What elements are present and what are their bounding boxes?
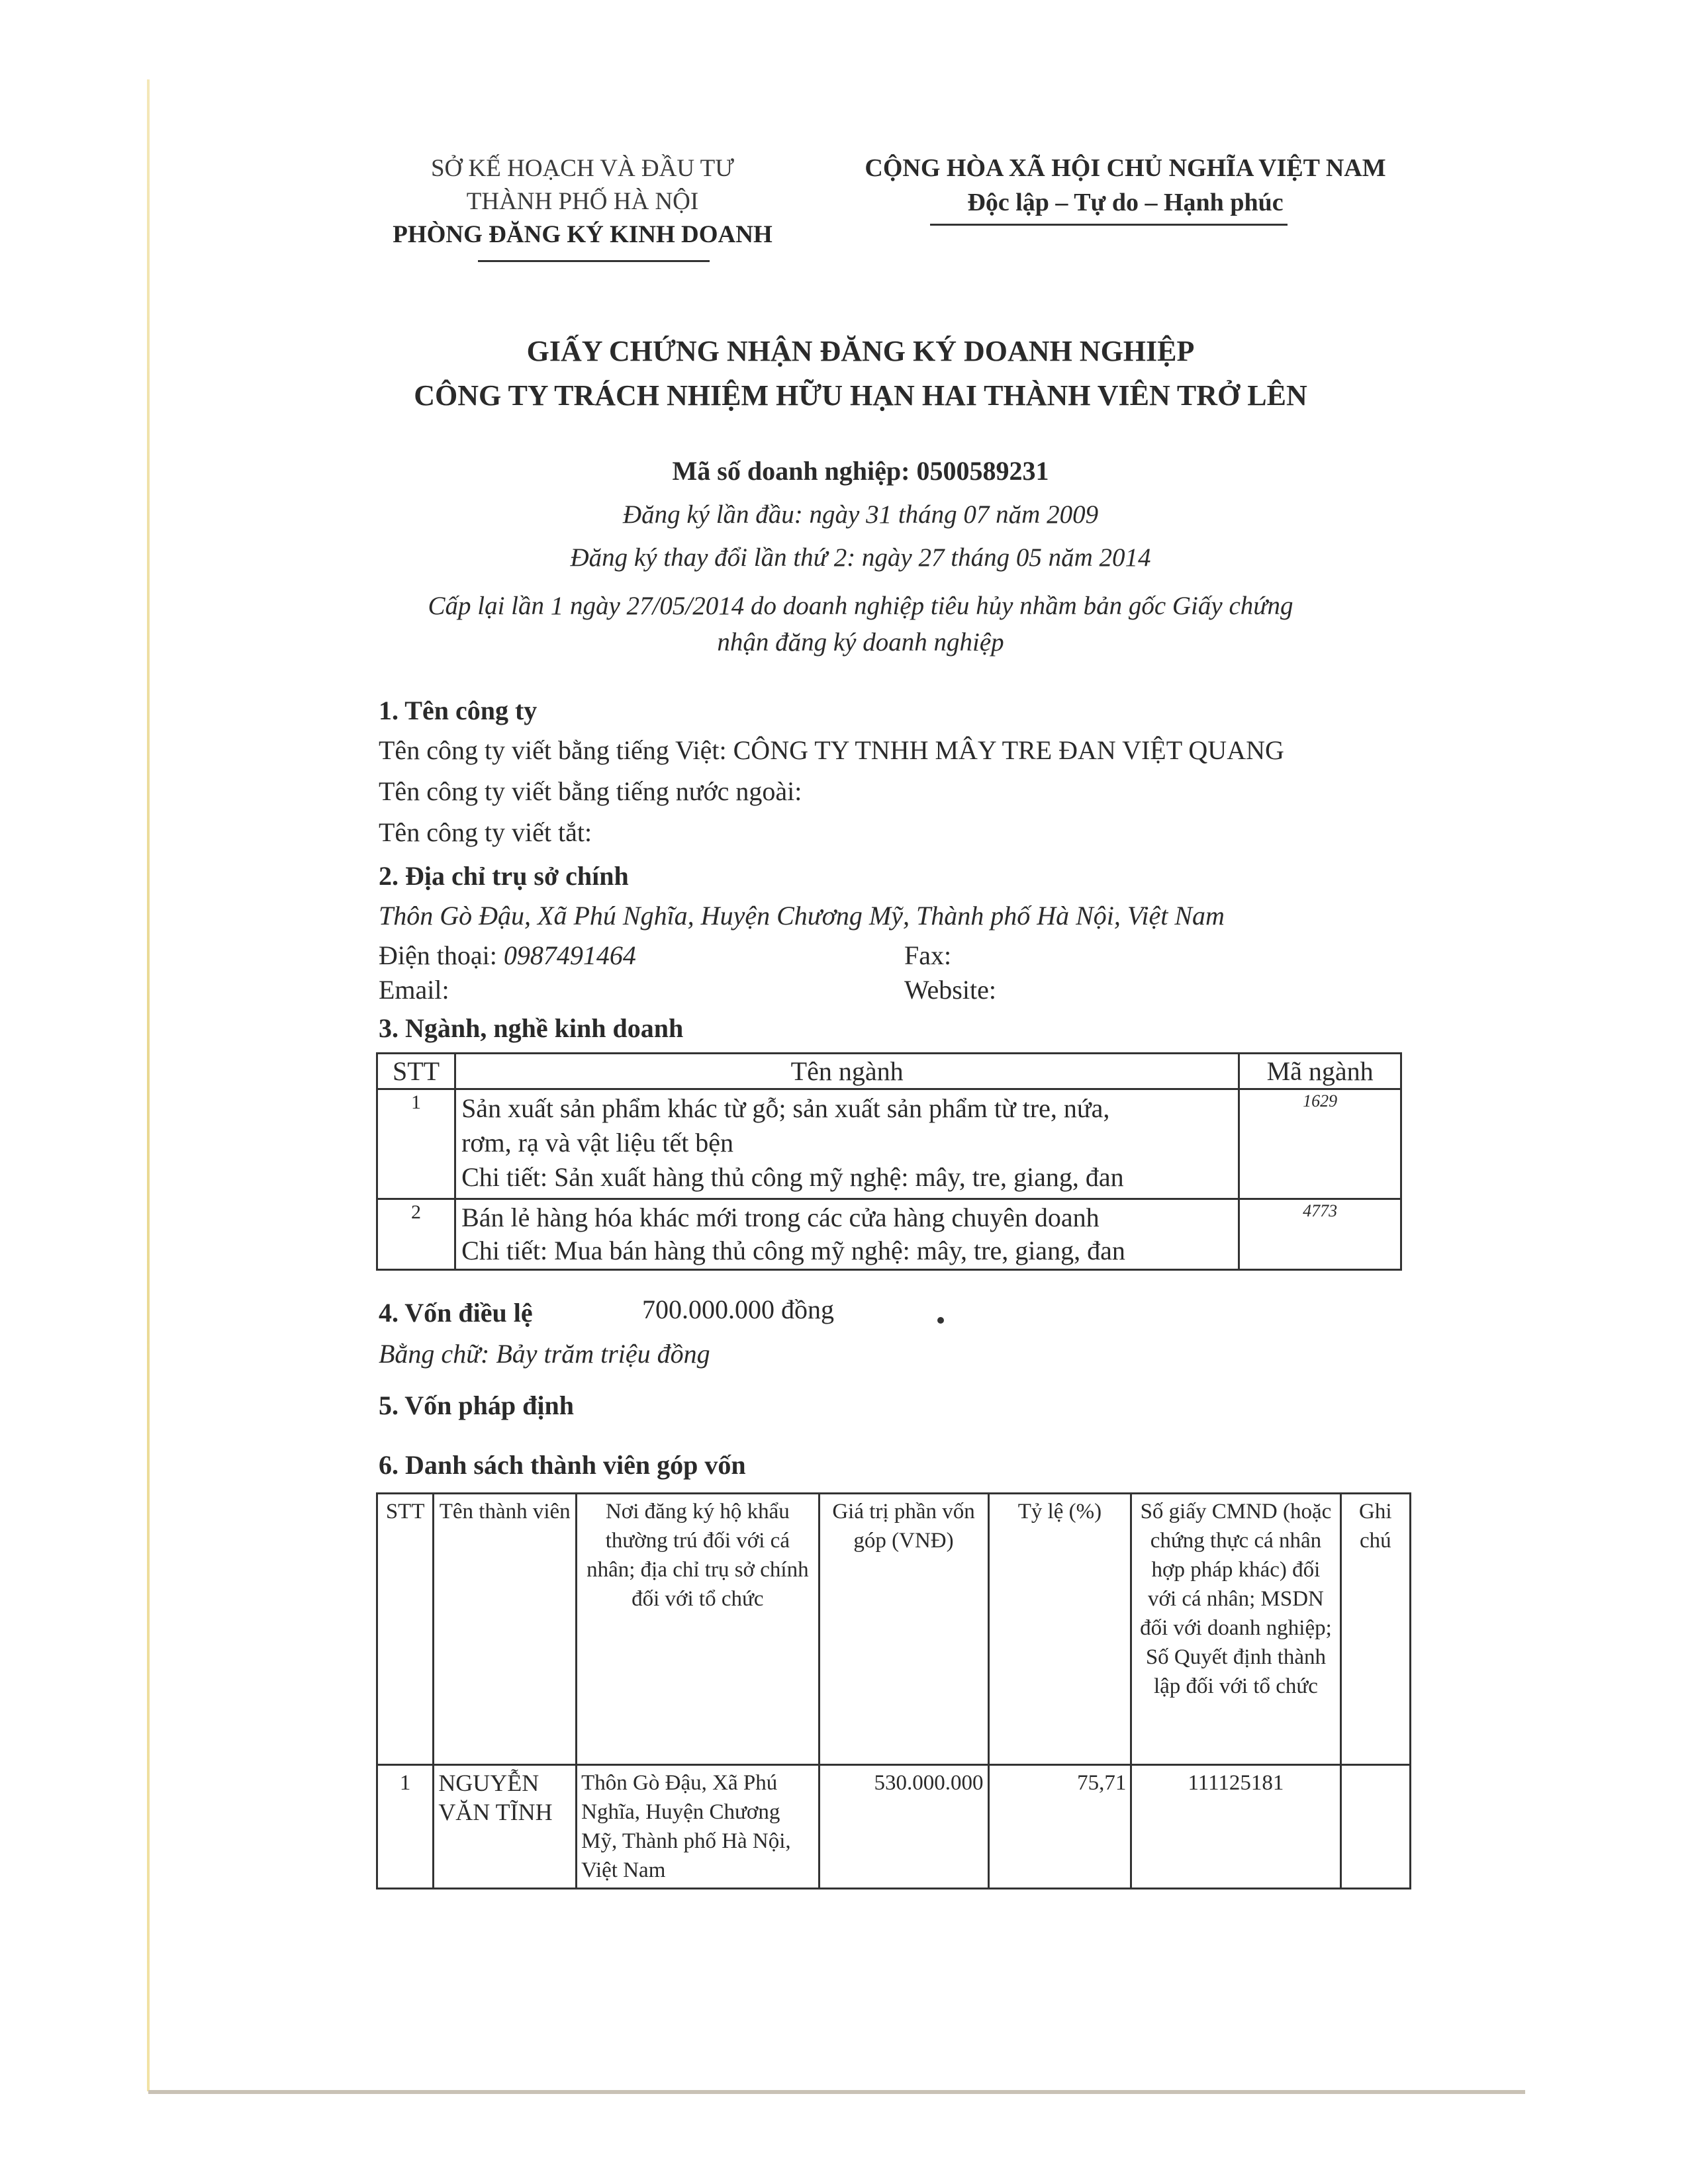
company-name-foreign: Tên công ty viết bằng tiếng nước ngoài: [379, 776, 802, 806]
row-stt: 2 [377, 1199, 455, 1270]
email-label: Email: [379, 975, 449, 1005]
col-address: Nơi đăng ký hộ khẩu thường trú đối với cá nhân; địa chỉ trụ sở chính đối với tổ chức [577, 1494, 819, 1765]
document-title-line-1: GIẤY CHỨNG NHẬN ĐĂNG KÝ DOANH NGHIỆP [526, 335, 1195, 367]
col-industry-name: Tên ngành [455, 1054, 1239, 1089]
col-ratio: Tỷ lệ (%) [988, 1494, 1131, 1765]
section-1-heading: 1. Tên công ty [379, 696, 538, 725]
row-stt: 1 [377, 1089, 455, 1199]
row-industry-name [455, 1089, 1239, 1199]
table-header-row [377, 1494, 1411, 1765]
reissue-line-1: Cấp lại lần 1 ngày 27/05/2014 do doanh nghiệp tiêu hủy nhầm bản gốc Giấy chứng [428, 592, 1293, 620]
section-4-heading: 4. Vốn điều lệ [379, 1298, 533, 1328]
member-id-number: 111125181 [1131, 1765, 1340, 1889]
col-capital: Giá trị phần vốn góp (VNĐ) [819, 1494, 988, 1765]
reissue-line-2: nhận đăng ký doanh nghiệp [717, 628, 1004, 657]
row-industry-name [455, 1199, 1239, 1270]
member-name: NGUYỄN VĂN TĨNH [434, 1765, 577, 1889]
section-6-heading: 6. Danh sách thành viên góp vốn [379, 1450, 746, 1480]
col-member-name: Tên thành viên [434, 1494, 577, 1765]
motto: Độc lập – Tự do – Hạnh phúc [967, 189, 1284, 216]
col-stt: STT [377, 1054, 455, 1089]
table-row [377, 1199, 1401, 1270]
section-3-heading: 3. Ngành, nghề kinh doanh [379, 1013, 684, 1043]
charter-capital-amount: 700.000.000 đồng [642, 1295, 834, 1324]
member-stt: 1 [377, 1765, 434, 1889]
issuer-block [371, 152, 794, 251]
members-table [376, 1492, 1411, 1889]
industry-line: Bán lẻ hàng hóa khác mới trong các cửa hàng chuyên doanh [461, 1203, 1100, 1232]
company-name-vn: Tên công ty viết bằng tiếng Việt: CÔNG TY TNHH MÂY TRE ĐAN VIỆT QUANG [379, 735, 1284, 765]
issuer-line-1: SỞ KẾ HOẠCH VÀ ĐẦU TƯ [430, 155, 734, 182]
ink-dot [937, 1317, 944, 1324]
document-title-line-2: CÔNG TY TRÁCH NHIỆM HỮU HẠN HAI THÀNH VIÊN TRỞ LÊN [414, 379, 1307, 412]
row-industry-code: 1629 [1239, 1089, 1401, 1199]
col-id-number: Số giấy CMND (hoặc chứng thực cá nhân hợp pháp khác) đối với cá nhân; MSDN đối với doanh nghiệp; Số Quyết định thành lập đối với tổ chức [1131, 1494, 1340, 1765]
industry-line: rơm, rạ và vật liệu tết bện [461, 1128, 734, 1158]
page-left-edge [147, 79, 150, 2091]
issuer-line-3: PHÒNG ĐĂNG KÝ KINH DOANH [393, 221, 773, 248]
issuer-underline [478, 260, 710, 262]
col-industry-code: Mã ngành [1239, 1054, 1401, 1089]
charter-capital-in-words: Bằng chữ: Bảy trăm triệu đồng [379, 1339, 710, 1369]
row-industry-code: 4773 [1239, 1199, 1401, 1270]
member-note [1340, 1765, 1410, 1889]
col-note: Ghi chú [1340, 1494, 1410, 1765]
page-bottom-edge [148, 2090, 1525, 2094]
phone-label: Điện thoại: [379, 940, 504, 970]
industry-detail: Chi tiết: Mua bán hàng thủ công mỹ nghệ: mây, tre, giang, đan [461, 1236, 1125, 1265]
table-row [377, 1765, 1411, 1889]
col-stt: STT [377, 1494, 434, 1765]
member-capital: 530.000.000 [819, 1765, 988, 1889]
member-ratio: 75,71 [988, 1765, 1131, 1889]
industry-detail: Chi tiết: Sản xuất hàng thủ công mỹ nghệ: mây, tre, giang, đan [461, 1162, 1124, 1192]
national-motto-block [821, 151, 1430, 220]
company-name-short: Tên công ty viết tắt: [379, 817, 592, 847]
republic-name: CỘNG HÒA XÃ HỘI CHỦ NGHĨA VIỆT NAM [865, 154, 1386, 182]
motto-underline [930, 224, 1288, 226]
member-address: Thôn Gò Đậu, Xã Phú Nghĩa, Huyện Chương Mỹ, Thành phố Hà Nội, Việt Nam [577, 1765, 819, 1889]
section-5-heading: 5. Vốn pháp định [379, 1390, 574, 1420]
website-label: Website: [904, 975, 996, 1005]
phone-number: 0987491464 [503, 940, 636, 970]
business-lines-table [376, 1052, 1402, 1271]
industry-line: Sản xuất sản phẩm khác từ gỗ; sản xuất sản phẩm từ tre, nứa, [461, 1093, 1110, 1123]
table-header-row [377, 1054, 1401, 1089]
section-2-heading: 2. Địa chỉ trụ sở chính [379, 861, 629, 891]
fax-label: Fax: [904, 940, 952, 970]
change-registration: Đăng ký thay đổi lần thứ 2: ngày 27 tháng 05 năm 2014 [570, 543, 1151, 572]
issuer-line-2: THÀNH PHỐ HÀ NỘI [466, 188, 699, 215]
phone-line [379, 940, 636, 971]
first-registration: Đăng ký lần đầu: ngày 31 tháng 07 năm 2009 [622, 500, 1099, 529]
head-office-address: Thôn Gò Đậu, Xã Phú Nghĩa, Huyện Chương Mỹ, Thành phố Hà Nội, Việt Nam [379, 901, 1225, 931]
table-row [377, 1089, 1401, 1199]
enterprise-code: Mã số doanh nghiệp: 0500589231 [672, 456, 1049, 486]
